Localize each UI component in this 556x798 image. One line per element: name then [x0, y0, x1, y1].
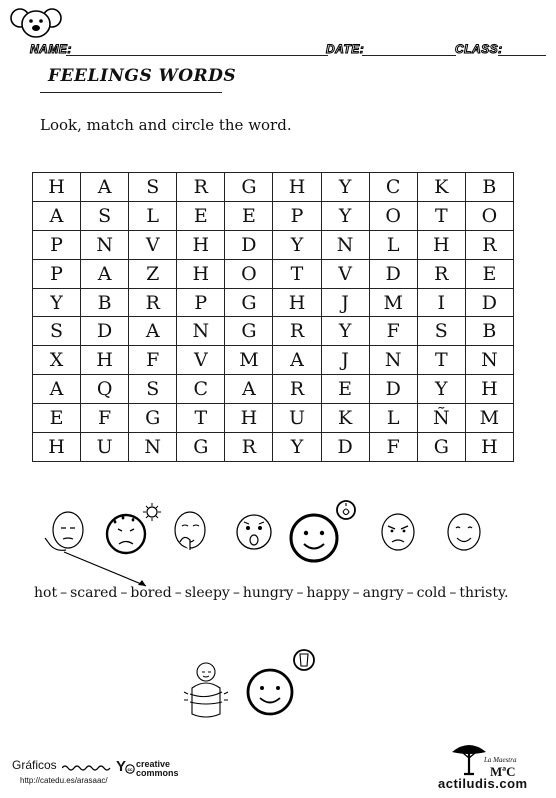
- class-label: CLASS:: [455, 42, 503, 56]
- word-separator: –: [60, 585, 68, 601]
- grid-row: [33, 433, 514, 462]
- grid-cell[interactable]: H: [465, 375, 513, 404]
- grid-cell[interactable]: H: [417, 230, 465, 259]
- word-separator: –: [352, 585, 360, 601]
- grid-cell[interactable]: K: [321, 404, 369, 433]
- la-maestra-label: La Maestra: [484, 756, 517, 764]
- grid-cell[interactable]: H: [225, 404, 273, 433]
- grid-cell[interactable]: G: [225, 317, 273, 346]
- word-item[interactable]: cold: [416, 585, 447, 601]
- grid-cell[interactable]: Y: [321, 201, 369, 230]
- angry-face-icon[interactable]: [382, 514, 414, 550]
- grid-row: [33, 375, 514, 404]
- grid-cell[interactable]: O: [465, 201, 513, 230]
- grid-cell[interactable]: V: [321, 259, 369, 288]
- grid-row: [33, 288, 514, 317]
- grid-cell[interactable]: R: [465, 230, 513, 259]
- grid-cell[interactable]: P: [177, 288, 225, 317]
- site-link[interactable]: actiludis.com: [438, 776, 528, 791]
- grid-row: [33, 404, 514, 433]
- word-item[interactable]: hot: [34, 585, 58, 601]
- word-separator: –: [232, 585, 240, 601]
- grid-cell[interactable]: R: [225, 433, 273, 462]
- word-item[interactable]: sleepy: [184, 585, 230, 601]
- page-title: FEELINGS WORDS: [48, 66, 237, 86]
- grid-cell[interactable]: D: [81, 317, 129, 346]
- msc-label: MªC: [490, 764, 516, 779]
- grid-cell[interactable]: S: [417, 317, 465, 346]
- grid-cell[interactable]: C: [177, 375, 225, 404]
- grid-cell[interactable]: N: [321, 230, 369, 259]
- grid-cell[interactable]: K: [417, 173, 465, 202]
- grid-cell[interactable]: D: [321, 433, 369, 462]
- grid-cell[interactable]: N: [369, 346, 417, 375]
- grid-cell[interactable]: N: [129, 433, 177, 462]
- happy-face-icon[interactable]: [448, 514, 480, 550]
- grid-cell[interactable]: P: [33, 230, 81, 259]
- grid-cell[interactable]: T: [273, 259, 321, 288]
- word-item[interactable]: angry: [362, 585, 404, 601]
- grid-cell[interactable]: S: [129, 173, 177, 202]
- grid-cell[interactable]: G: [177, 433, 225, 462]
- grid-cell[interactable]: D: [369, 375, 417, 404]
- name-line[interactable]: [66, 55, 328, 56]
- grid-cell[interactable]: L: [369, 230, 417, 259]
- word-item[interactable]: thristy.: [459, 585, 509, 601]
- grid-cell[interactable]: Y: [273, 230, 321, 259]
- grid-cell[interactable]: A: [81, 173, 129, 202]
- grid-cell[interactable]: F: [369, 433, 417, 462]
- grid-cell[interactable]: T: [417, 346, 465, 375]
- grid-row: [33, 259, 514, 288]
- grid-cell[interactable]: N: [177, 317, 225, 346]
- grid-cell[interactable]: O: [225, 259, 273, 288]
- word-separator: –: [406, 585, 414, 601]
- grid-cell[interactable]: M: [225, 346, 273, 375]
- grid-cell[interactable]: L: [369, 404, 417, 433]
- grid-cell[interactable]: M: [369, 288, 417, 317]
- grid-cell[interactable]: P: [273, 201, 321, 230]
- word-item[interactable]: hungry: [242, 585, 294, 601]
- graficos-url[interactable]: http://catedu.es/arasaac/: [20, 776, 108, 785]
- word-search-grid: [32, 172, 514, 462]
- bored-face-icon[interactable]: [45, 512, 83, 550]
- class-line[interactable]: [498, 55, 546, 56]
- feelings-word-list: [34, 585, 508, 601]
- grid-cell[interactable]: Q: [81, 375, 129, 404]
- grid-cell[interactable]: H: [273, 173, 321, 202]
- graficos-credit: Gráficos: [12, 758, 57, 772]
- grid-cell[interactable]: S: [33, 317, 81, 346]
- grid-cell[interactable]: Y: [321, 173, 369, 202]
- grid-cell[interactable]: O: [369, 201, 417, 230]
- grid-cell[interactable]: G: [129, 404, 177, 433]
- grid-cell[interactable]: H: [33, 173, 81, 202]
- grid-cell[interactable]: D: [225, 230, 273, 259]
- cold-face-icon[interactable]: [184, 663, 228, 717]
- grid-cell[interactable]: R: [273, 317, 321, 346]
- grid-cell[interactable]: E: [225, 201, 273, 230]
- word-item[interactable]: happy: [306, 585, 350, 601]
- squiggle-icon: [62, 764, 114, 772]
- grid-cell[interactable]: X: [33, 346, 81, 375]
- grid-cell[interactable]: V: [129, 230, 177, 259]
- word-separator: –: [296, 585, 304, 601]
- word-item[interactable]: bored: [130, 585, 172, 601]
- grid-cell[interactable]: U: [273, 404, 321, 433]
- grid-cell[interactable]: M: [465, 404, 513, 433]
- grid-cell[interactable]: T: [177, 404, 225, 433]
- grid-cell[interactable]: A: [33, 375, 81, 404]
- grid-cell[interactable]: Y: [417, 375, 465, 404]
- grid-cell[interactable]: R: [273, 375, 321, 404]
- creative-commons-label: creative commons: [136, 759, 179, 778]
- thirsty-face-icon[interactable]: [248, 650, 314, 714]
- word-separator: –: [449, 585, 457, 601]
- title-underline: [40, 92, 222, 93]
- cc-icon: [125, 764, 135, 774]
- grid-cell[interactable]: H: [33, 433, 81, 462]
- grid-cell[interactable]: J: [321, 346, 369, 375]
- grid-cell[interactable]: H: [81, 346, 129, 375]
- grid-cell[interactable]: G: [417, 433, 465, 462]
- grid-cell[interactable]: R: [177, 173, 225, 202]
- date-label: DATE:: [326, 42, 365, 56]
- grid-cell[interactable]: L: [129, 201, 177, 230]
- grid-cell[interactable]: U: [81, 433, 129, 462]
- grid-cell[interactable]: B: [465, 173, 513, 202]
- grid-cell[interactable]: R: [129, 288, 177, 317]
- grid-cell[interactable]: V: [177, 346, 225, 375]
- grid-row: [33, 317, 514, 346]
- name-label: NAME:: [30, 42, 72, 56]
- grid-cell[interactable]: C: [369, 173, 417, 202]
- grid-cell[interactable]: D: [465, 288, 513, 317]
- grid-cell[interactable]: J: [321, 288, 369, 317]
- grid-cell[interactable]: A: [273, 346, 321, 375]
- grid-cell[interactable]: N: [81, 230, 129, 259]
- grid-cell[interactable]: A: [81, 259, 129, 288]
- grid-row: [33, 173, 514, 202]
- grid-row: [33, 201, 514, 230]
- grid-cell[interactable]: H: [177, 259, 225, 288]
- grid-cell[interactable]: F: [81, 404, 129, 433]
- instruction-text: Look, match and circle the word.: [40, 116, 292, 134]
- grid-cell[interactable]: S: [81, 201, 129, 230]
- grid-cell[interactable]: F: [369, 317, 417, 346]
- word-separator: –: [120, 585, 128, 601]
- grid-row: [33, 346, 514, 375]
- grid-row: [33, 230, 514, 259]
- grid-cell[interactable]: B: [81, 288, 129, 317]
- bottom-faces: [180, 648, 330, 728]
- grid-cell[interactable]: D: [369, 259, 417, 288]
- word-item[interactable]: scared: [70, 585, 118, 601]
- hot-face-icon[interactable]: [107, 503, 161, 553]
- hungry-face-icon[interactable]: [291, 501, 355, 561]
- grid-cell[interactable]: R: [417, 259, 465, 288]
- grid-cell[interactable]: Y: [321, 317, 369, 346]
- grid-cell[interactable]: A: [225, 375, 273, 404]
- grid-cell[interactable]: E: [177, 201, 225, 230]
- grid-cell[interactable]: H: [273, 288, 321, 317]
- grid-cell[interactable]: Y: [273, 433, 321, 462]
- grid-cell[interactable]: H: [177, 230, 225, 259]
- grid-cell[interactable]: Ñ: [417, 404, 465, 433]
- grid-cell[interactable]: N: [465, 346, 513, 375]
- grid-cell[interactable]: H: [465, 433, 513, 462]
- grid-cell[interactable]: G: [225, 288, 273, 317]
- grid-cell[interactable]: B: [465, 317, 513, 346]
- koala-logo-icon: [6, 6, 66, 40]
- grid-cell[interactable]: T: [417, 201, 465, 230]
- grid-cell[interactable]: Z: [129, 259, 177, 288]
- grid-cell[interactable]: I: [417, 288, 465, 317]
- grid-cell[interactable]: A: [33, 201, 81, 230]
- grid-cell[interactable]: P: [33, 259, 81, 288]
- y-mark: Y: [116, 758, 127, 775]
- grid-cell[interactable]: E: [33, 404, 81, 433]
- grid-cell[interactable]: A: [129, 317, 177, 346]
- word-separator: –: [174, 585, 182, 601]
- svg-text:cc: cc: [127, 767, 133, 772]
- grid-cell[interactable]: S: [129, 375, 177, 404]
- grid-cell[interactable]: E: [321, 375, 369, 404]
- grid-cell[interactable]: Y: [33, 288, 81, 317]
- date-line[interactable]: [362, 55, 456, 56]
- sleepy-face-icon[interactable]: [175, 512, 205, 550]
- grid-cell[interactable]: E: [465, 259, 513, 288]
- grid-cell[interactable]: G: [225, 173, 273, 202]
- grid-cell[interactable]: F: [129, 346, 177, 375]
- scared-face-icon[interactable]: [237, 515, 271, 549]
